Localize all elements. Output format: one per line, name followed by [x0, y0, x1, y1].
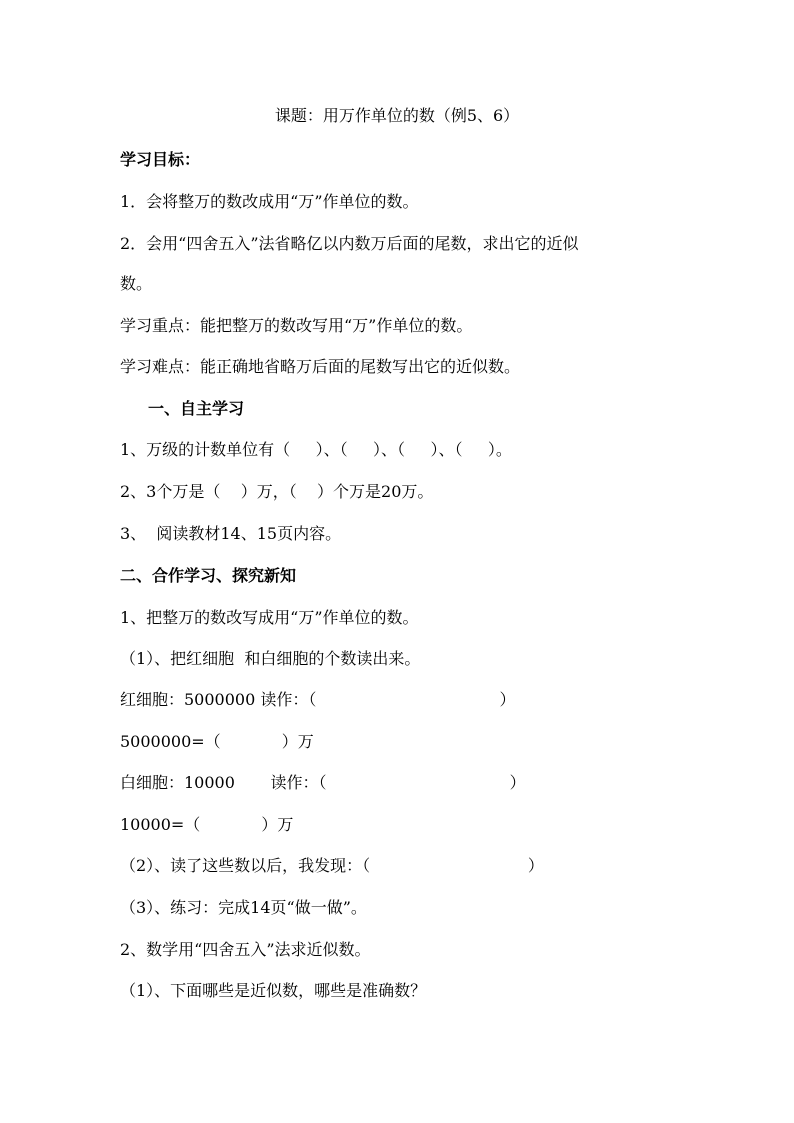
section-1-heading: 一、自主学习	[148, 399, 245, 418]
red-cell-reading: 红细胞：5000000 读作：（ ）	[120, 690, 516, 709]
objectives-heading: 学习目标：	[120, 150, 201, 169]
lesson-title: 课题：用万作单位的数（例5、6）	[274, 106, 520, 125]
objective-1: 1．会将整万的数改成用“万”作单位的数。	[120, 192, 419, 211]
key-point: 学习重点：能把整万的数改写用“万”作单位的数。	[120, 316, 473, 335]
white-cell-reading: 白细胞：10000 读作：（ ）	[120, 773, 526, 792]
section-1-item-3: 3、 阅读教材14、15页内容。	[120, 524, 342, 543]
objective-2-line-2: 数。	[120, 274, 153, 293]
section-2-sub-1: （1）、把红细胞 和白细胞的个数读出来。	[120, 649, 421, 668]
difficulty-point: 学习难点：能正确地省略万后面的尾数写出它的近似数。	[120, 357, 521, 376]
section-2-item-2: 2、数学用“四舍五入”法求近似数。	[120, 940, 371, 959]
white-cell-equation: 10000=（ ）万	[120, 815, 294, 834]
red-cell-equation: 5000000=（ ）万	[120, 732, 314, 751]
section-2-heading: 二、合作学习、探究新知	[120, 566, 297, 585]
objective-2-line-1: 2．会用“四舍五入”法省略亿以内数万后面的尾数，求出它的近似	[120, 234, 579, 253]
section-1-item-1: 1、万级的计数单位有（ ）、（ ）、（ ）、（ ）。	[120, 440, 512, 459]
section-2-sub-3: （3）、练习：完成14页“做一做”。	[120, 898, 367, 917]
section-1-item-2: 2、3个万是（ ）万，（ ）个万是20万。	[120, 482, 434, 501]
section-2-sub-2: （2）、读了这些数以后，我发现：（ ）	[120, 856, 544, 875]
section-2-sub-4: （1）、下面哪些是近似数，哪些是准确数？	[120, 981, 427, 1000]
section-2-item-1: 1、把整万的数改写成用“万”作单位的数。	[120, 608, 419, 627]
